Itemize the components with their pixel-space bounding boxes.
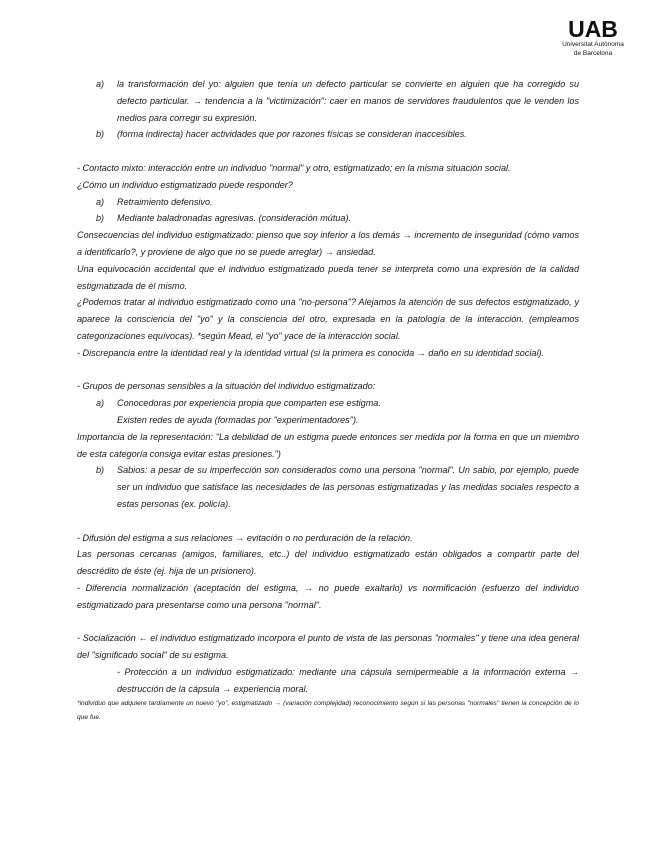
paragraph: Consecuencias del individuo estigmatizado: pienso que soy inferior a los demás → incremento de inseguridad (cómo vamos a identificarlo?, y proviene de algo que no se puede arreglar) → ansiedad. — [77, 230, 579, 257]
list-item — [77, 210, 579, 227]
paragraph: - Discrepancia entre la identidad real y la identidad virtual (si la primera es conocida → daño en su identidad social). — [77, 347, 545, 358]
logo-line-2: de Barcelona — [573, 49, 613, 57]
paragraph: Una equivocación accidental que el individuo estigmatizado pueda tener se interpreta como una expresión de la calidad estigmatizada de él mismo. — [77, 263, 579, 291]
list-item — [77, 395, 579, 412]
spacer — [77, 143, 579, 160]
logo-line-1: Universitat Autònoma — [562, 41, 624, 48]
contacto-line: - Contacto mixto: interacción entre un individuo "normal" y otro, estigmatizado; en la misma situación social. — [77, 162, 511, 173]
list-item — [77, 126, 579, 143]
spacer — [77, 362, 579, 379]
paragraph: - Difusión del estigma a sus relaciones → evitación o no perduración de la relación. — [77, 532, 413, 543]
spacer — [77, 513, 579, 530]
paragraph: Las personas cercanas (amigos, familiares, etc..) del individuo estigmatizado están obligados a compartir parte del descrédito de éste (ej. hija de un prisionero). — [77, 549, 579, 577]
list-item-continuation: Existen redes de ayuda (formadas por "experimentadores"). — [117, 414, 359, 425]
list-item-text: la transformación del yo: alguien que tenía un defecto particular se convierte en alguien que ha corregido su defecto particular. → tendencia a la "victimización": caer en manos de servidores fraudulentos que le venden los medios para corregir su expresión. — [117, 79, 579, 123]
logo-mark: UAB — [568, 16, 618, 42]
sub-paragraph: - Protección a un individuo estigmatizado: mediante una cápsula semipermeable a la información externa → destrucción de la cápsula → experiencia moral. — [117, 666, 579, 694]
list-item — [77, 76, 579, 126]
paragraph: - Diferencia normalización (aceptación del estigma, → no puede exaltarlo) vs normificación (esfuerzo del individuo estigmatizado para presentarse como una persona "normal". — [77, 582, 579, 610]
list-item-text: Conocedoras por experiencia propia que comparten ese estigma. — [117, 398, 381, 409]
grupos-line: - Grupos de personas sensibles a la situación del individuo estigmatizado: — [77, 381, 376, 392]
list-marker: a) — [96, 196, 105, 207]
spacer — [77, 614, 579, 631]
list-item — [77, 462, 579, 512]
list-item-text: Sabios: a pesar de su imperfección son considerados como una persona "normal". Un sabio, por ejemplo, puede ser un individuo que satisface las necesidades de las personas estigmatizadas y las medidas sociales respecto a estas personas (ex. policía). — [117, 465, 579, 509]
list-marker: b) — [96, 129, 105, 140]
contacto-question: ¿Cómo un individuo estigmatizado puede responder? — [77, 179, 293, 190]
document-body — [77, 76, 579, 724]
list-marker: b) — [96, 213, 105, 224]
list-item-text: Mediante baladronadas agresivas. (consideración mútua). — [117, 213, 352, 224]
list-item — [77, 194, 579, 211]
footnote: *individuo que adquiere tardíamente un nuevo "yo", estigmatizado → (variación complejidad) reconocimiento según si las personas "normales" tienen la concepción de lo que fue. — [77, 700, 579, 721]
list-marker: a) — [96, 398, 105, 409]
paragraph: - Socialización ← el individuo estigmatizado incorpora el punto de vista de las personas "normales" y tiene una idea general del "significado social" de su estigma. — [77, 633, 579, 661]
list-item-text: Retraimiento defensivo. — [117, 196, 213, 207]
list-marker: a) — [96, 79, 105, 89]
paragraph: ¿Podemos tratar al individuo estigmatizado como una "no-persona"? Alejamos la atención de sus defectos estigmatizado, y aparece la consciencia del "yo" y la consciencia del otro, expresada en la patología de la interacción. (empleamos categorizaciones equívocas). *según Mead, el "yo" yace de la interacción social. — [77, 297, 579, 341]
paragraph: Importancia de la representación: "La debilidad de un estigma puede entonces ser medida por la forma en que un miembro de esta categoría consiga evitar estas presiones.") — [77, 431, 579, 459]
uab-logo — [553, 18, 633, 57]
list-item-text: (forma indirecta) hacer actividades que por razones físicas se consideran inaccesibles. — [117, 129, 467, 140]
list-marker: b) — [96, 465, 105, 476]
